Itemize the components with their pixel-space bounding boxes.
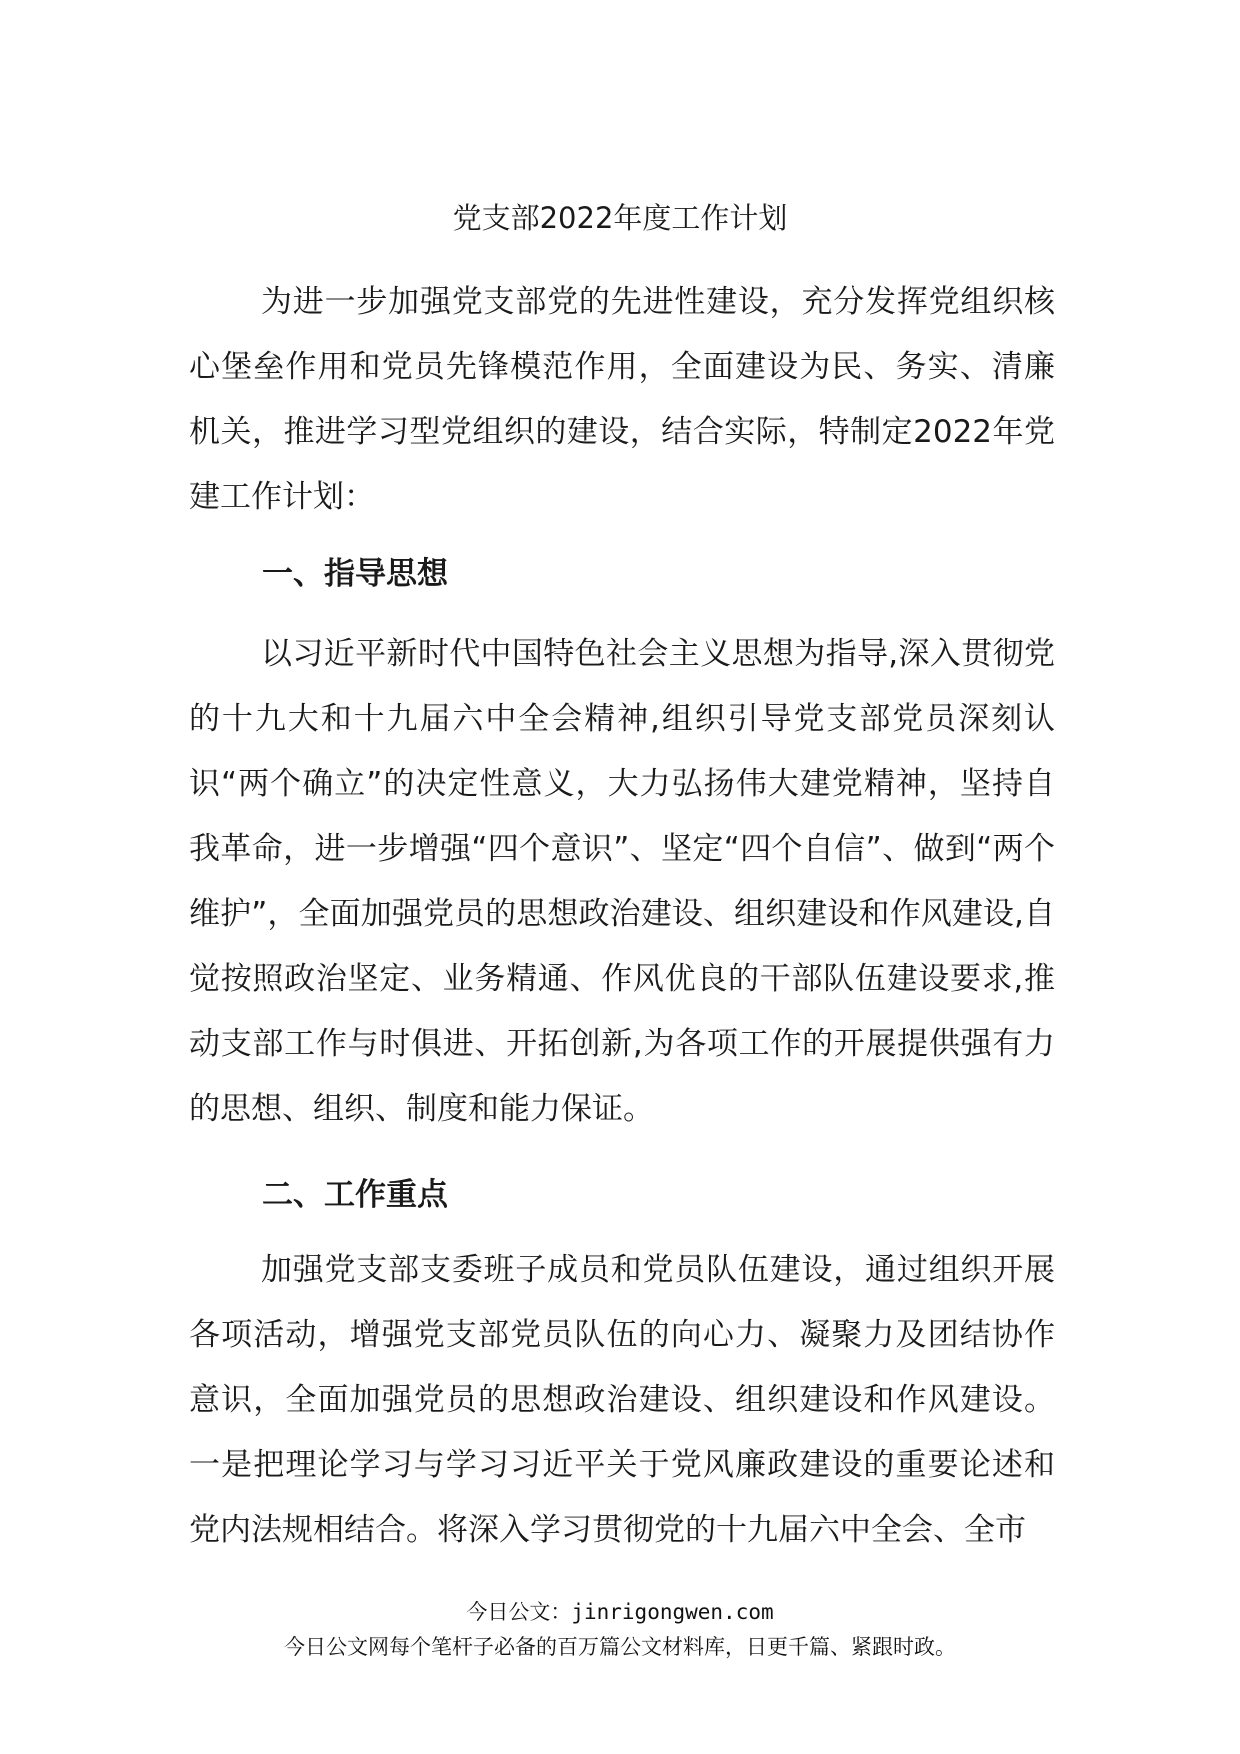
footer-site-line: [0, 1598, 1240, 1626]
section-heading-work-focus: 二、工作重点: [262, 1177, 448, 1213]
document-title: 党支部2022年度工作计划: [452, 201, 788, 235]
footer-site-label: 今日公文：: [466, 1600, 572, 1624]
footer-slogan: 今日公文网每个笔杆子必备的百万篇公文材料库，日更千篇、紧跟时政。: [284, 1635, 956, 1659]
intro-paragraph: 为进一步加强党支部党的先进性建设，充分发挥党组织核心堡垒作用和党员先锋模范作用，全面建设为民、务实、清廉机关，推进学习型党组织的建设，结合实际，特制定2022年党建工作计划：: [189, 284, 1055, 515]
section-body-work-focus: 加强党支部支委班子成员和党员队伍建设，通过组织开展各项活动，增强党支部党员队伍的向心力、凝聚力及团结协作意识，全面加强党员的思想政治建设、组织建设和作风建设。一是把理论学习与学习习近平关于党风廉政建设的重要论述和党内法规相结合。将深入学习贯彻党的十九届六中全会、全市: [189, 1252, 1055, 1548]
section-heading-guiding-ideology: 一、指导思想: [262, 556, 448, 592]
footer-site-url[interactable]: jinrigongwen.com: [571, 1600, 774, 1624]
section-body-guiding-ideology: 以习近平新时代中国特色社会主义思想为指导,深入贯彻党的十九大和十九届六中全会精神,组织引导党支部党员深刻认识“两个确立”的决定性意义，大力弘扬伟大建党精神，坚持自我革命，进一步增强“四个意识”、坚定“四个自信”、做到“两个维护”，全面加强党员的思想政治建设、组织建设和作风建设,自觉按照政治坚定、业务精通、作风优良的干部队伍建设要求,推动支部工作与时俱进、开拓创新,为各项工作的开展提供强有力的思想、组织、制度和能力保证。: [189, 636, 1055, 1127]
